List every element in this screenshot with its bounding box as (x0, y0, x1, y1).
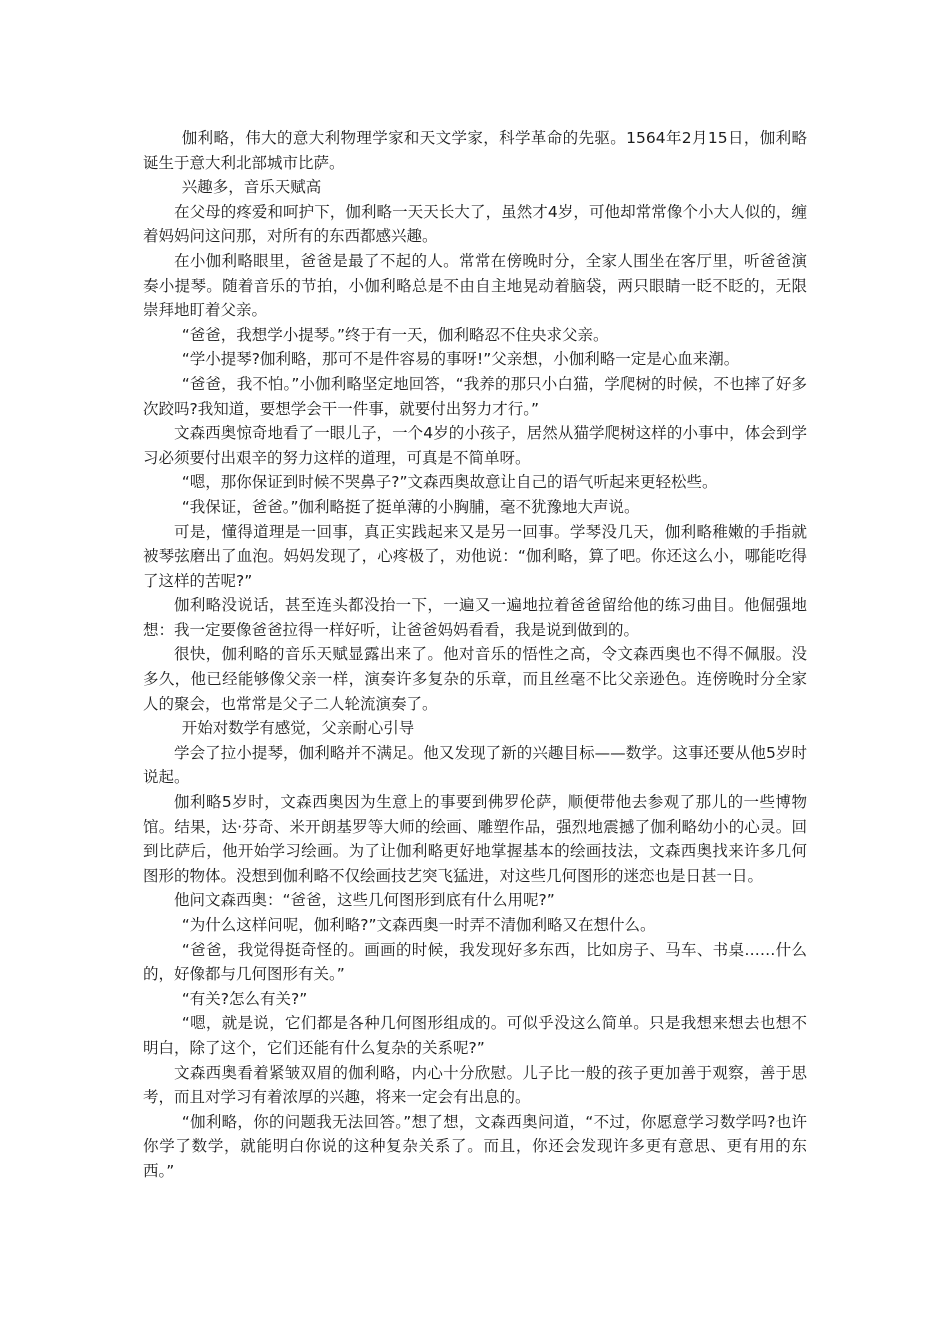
paragraph: “我保证，爸爸。”伽利略挺了挺单薄的小胸脯，毫不犹豫地大声说。 (181, 497, 640, 516)
paragraph: 在父母的疼爱和呵护下，伽利略一天天长大了，虽然才4岁，可他却常常像个小大人似的，缠着妈妈问这问那，对所有的东西都感兴趣。 (143, 202, 807, 246)
paragraph: “爸爸，我不怕。”小伽利略坚定地回答，“我养的那只小白猫，学爬树的时候，不也摔了好多次跤吗?我知道，要想学会干一件事，就要付出努力才行。” (143, 374, 807, 418)
paragraph: 很快，伽利略的音乐天赋显露出来了。他对音乐的悟性之高，令文森西奥也不得不佩服。没多久，他已经能够像父亲一样，演奏许多复杂的乐章，而且丝毫不比父亲逊色。连傍晚时分全家人的聚会，也常常是父子二人轮流演奏了。 (143, 645, 807, 713)
document-body (143, 126, 807, 1184)
paragraph: “嗯，那你保证到时候不哭鼻子?”文森西奥故意让自己的语气听起来更轻松些。 (181, 473, 718, 492)
paragraph: 伽利略没说话，甚至连头都没抬一下，一遍又一遍地拉着爸爸留给他的练习曲目。他倔强地想：我一定要像爸爸拉得一样好听，让爸爸妈妈看看，我是说到做到的。 (143, 596, 807, 639)
paragraph: 伽利略5岁时，文森西奥因为生意上的事要到佛罗伦萨，顺便带他去参观了那儿的一些博物馆。结果，达·芬奇、米开朗基罗等大师的绘画、雕塑作品，强烈地震撼了伽利略幼小的心灵。回到比萨后，他开始学习绘画。为了让伽利略更好地掌握基本的绘画技法，文森西奥找来许多几何图形的物体。没想到伽利略不仅绘画技艺突飞猛进，对这些几何图形的迷恋也是日甚一日。 (143, 793, 807, 885)
paragraph: 文森西奥看着紧皱双眉的伽利略，内心十分欣慰。儿子比一般的孩子更加善于观察，善于思考，而且对学习有着浓厚的兴趣，将来一定会有出息的。 (143, 1063, 807, 1107)
paragraph: “伽利略，你的问题我无法回答。”想了想，文森西奥问道，“不过，你愿意学习数学吗?也许你学了数学，就能明白你说的这种复杂关系了。而且，你还会发现许多更有意思、更有用的东西。” (143, 1112, 807, 1180)
paragraph: 可是，懂得道理是一回事，真正实践起来又是另一回事。学琴没几天，伽利略稚嫩的手指就被琴弦磨出了血泡。妈妈发现了，心疼极了，劝他说：“伽利略，算了吧。你还这么小，哪能吃得了这样的苦呢?” (143, 522, 807, 590)
paragraph: 在小伽利略眼里，爸爸是最了不起的人。常常在傍晚时分，全家人围坐在客厅里，听爸爸演奏小提琴。随着音乐的节拍，小伽利略总是不由自主地晃动着脑袋，两只眼睛一眨不眨的，无限崇拜地盯着父亲。 (143, 251, 807, 320)
paragraph: “学小提琴?伽利略，那可不是件容易的事呀!”父亲想，小伽利略一定是心血来潮。 (181, 350, 740, 369)
intro-paragraph: 伽利略，伟大的意大利物理学家和天文学家，科学革命的先驱。1564年2月15日，伽利略诞生于意大利北部城市比萨。 (143, 129, 807, 172)
paragraph: “爸爸，我觉得挺奇怪的。画画的时候，我发现好多东西，比如房子、马车、书桌……什么的，好像都与几何图形有关。” (143, 940, 807, 984)
paragraph: 他问文森西奥：“爸爸，这些几何图形到底有什么用呢?” (174, 891, 555, 910)
section-heading-music: 兴趣多，音乐天赋高 (181, 178, 322, 197)
paragraph: “为什么这样问呢，伽利略?”文森西奥一时弄不清伽利略又在想什么。 (181, 916, 656, 934)
paragraph: 文森西奥惊奇地看了一眼儿子，一个4岁的小孩子，居然从猫学爬树这样的小事中，体会到学习必须要付出艰辛的努力这样的道理，可真是不简单呀。 (143, 424, 807, 467)
paragraph: “嗯，就是说，它们都是各种几何图形组成的。可似乎没这么简单。只是我想来想去也想不明白，除了这个，它们还能有什么复杂的关系呢?” (143, 1014, 807, 1057)
paragraph: 学会了拉小提琴，伽利略并不满足。他又发现了新的兴趣目标——数学。这事还要从他5岁时说起。 (143, 743, 807, 787)
section-heading-math: 开始对数学有感觉，父亲耐心引导 (181, 719, 415, 738)
paragraph: “有关?怎么有关?” (181, 989, 308, 1008)
paragraph: “爸爸，我想学小提琴。”终于有一天，伽利略忍不住央求父亲。 (181, 325, 609, 344)
